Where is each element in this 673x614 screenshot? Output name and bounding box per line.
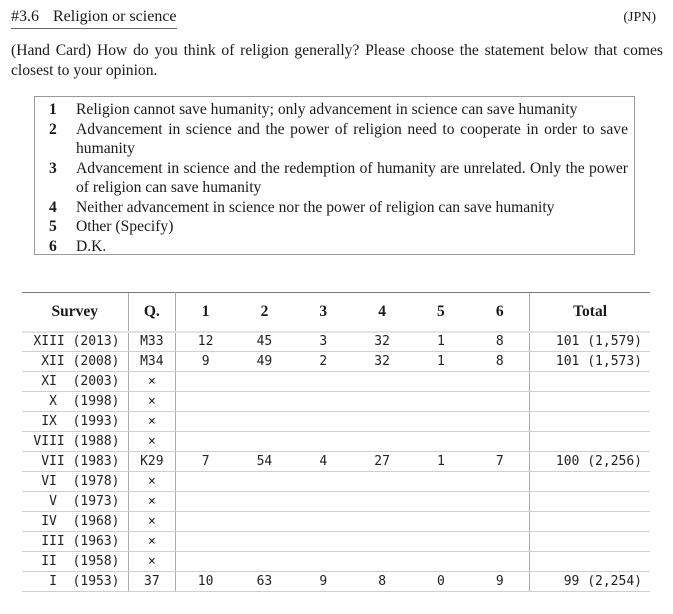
survey-cell: V (1973) [22,492,128,512]
value-cell [470,372,529,392]
header-opt-5: 5 [412,293,471,332]
value-cell [353,432,412,452]
value-cell [294,472,353,492]
value-cell: 9 [470,572,529,592]
question-code-cell: × [128,432,176,452]
results-table [22,292,650,592]
option-number: 4 [49,198,57,216]
value-cell: 1 [412,452,471,472]
value-cell [235,512,294,532]
value-cell [470,472,529,492]
value-cell [235,472,294,492]
survey-cell: IX (1993) [22,412,128,432]
total-cell [530,512,650,532]
option-item [35,120,634,159]
value-cell: 32 [353,332,412,352]
value-cell: 3 [294,332,353,352]
header-opt-3: 3 [294,293,353,332]
value-cell [412,472,471,492]
option-item [35,217,634,237]
table-row [22,332,650,352]
value-cell [235,412,294,432]
survey-cell: VIII (1988) [22,432,128,452]
value-cell [294,532,353,552]
value-cell [294,432,353,452]
value-cell: 9 [294,572,353,592]
question-code-cell: × [128,512,176,532]
table-row [22,452,650,472]
value-cell [412,432,471,452]
value-cell [235,432,294,452]
question-code-cell: M34 [128,352,176,372]
option-text: Advancement in science and the redemption of humanity are unrelated. Only the power of religion can save humanity [76,159,628,196]
value-cell [176,552,235,572]
value-cell [470,532,529,552]
total-cell: 101 (1,579) [530,332,650,352]
option-item [35,198,634,218]
value-cell [294,412,353,432]
value-cell [470,552,529,572]
table-row [22,372,650,392]
total-cell: 99 (2,254) [530,572,650,592]
header-survey: Survey [22,293,128,332]
value-cell [176,412,235,432]
value-cell [176,532,235,552]
option-number: 6 [49,237,57,255]
value-cell [176,372,235,392]
value-cell [235,492,294,512]
value-cell: 10 [176,572,235,592]
value-cell: 49 [235,352,294,372]
value-cell: 7 [176,452,235,472]
table-header-row [22,293,650,332]
value-cell [235,372,294,392]
option-item [35,237,634,257]
total-cell [530,472,650,492]
value-cell: 9 [176,352,235,372]
option-text: Other (Specify) [76,218,174,235]
section-header [11,6,656,30]
value-cell [294,372,353,392]
option-number: 3 [49,159,57,177]
table-row [22,392,650,412]
question-code-cell: × [128,392,176,412]
survey-cell: I (1953) [22,572,128,592]
option-text: Neither advancement in science nor the power of religion can save humanity [76,198,555,216]
value-cell: 2 [294,352,353,372]
value-cell: 32 [353,352,412,372]
survey-cell: VII (1983) [22,452,128,472]
option-number: 5 [49,218,57,235]
option-number: 2 [49,120,57,138]
value-cell [294,552,353,572]
total-cell [530,492,650,512]
total-cell [530,532,650,552]
value-cell [235,552,294,572]
header-opt-1: 1 [176,293,235,332]
table-row [22,352,650,372]
value-cell [470,432,529,452]
total-cell [530,432,650,452]
value-cell: 7 [470,452,529,472]
question-text: (Hand Card) How do you think of religion generally? Please choose the statement below that comes closest to your opinion. [11,42,663,79]
total-cell: 100 (2,256) [530,452,650,472]
question-code-cell: × [128,492,176,512]
value-cell: 1 [412,352,471,372]
value-cell [353,552,412,572]
total-cell [530,372,650,392]
survey-cell: IV (1968) [22,512,128,532]
survey-cell: II (1958) [22,552,128,572]
value-cell: 45 [235,332,294,352]
table-row [22,512,650,532]
value-cell [294,392,353,412]
question-code-cell: × [128,412,176,432]
table-body [22,332,650,592]
section-number: #3.6 [11,8,39,25]
value-cell: 27 [353,452,412,472]
value-cell: 12 [176,332,235,352]
survey-cell: X (1998) [22,392,128,412]
table-row [22,492,650,512]
table-row [22,532,650,552]
option-text: D.K. [76,237,107,255]
country-label: (JPN) [623,10,656,25]
value-cell: 54 [235,452,294,472]
survey-cell: XII (2008) [22,352,128,372]
hand-card-options [34,96,635,255]
value-cell: 4 [294,452,353,472]
table-row [22,432,650,452]
question-code-cell: M33 [128,332,176,352]
value-cell [470,512,529,532]
value-cell [353,372,412,392]
value-cell [235,392,294,412]
option-number: 1 [49,101,57,118]
value-cell [470,412,529,432]
value-cell [294,492,353,512]
question-code-cell: × [128,552,176,572]
total-cell: 101 (1,573) [530,352,650,372]
value-cell [294,512,353,532]
value-cell [353,412,412,432]
header-opt-2: 2 [235,293,294,332]
header-question: Q. [128,293,176,332]
value-cell: 63 [235,572,294,592]
value-cell [412,552,471,572]
value-cell [470,492,529,512]
option-text: Advancement in science and the power of religion need to cooperate in order to save humanity [76,120,628,157]
question-code-cell: K29 [128,452,176,472]
value-cell [353,492,412,512]
table-row [22,472,650,492]
value-cell [412,372,471,392]
value-cell [353,532,412,552]
value-cell: 0 [412,572,471,592]
value-cell [412,512,471,532]
value-cell [176,432,235,452]
value-cell: 8 [470,352,529,372]
header-opt-6: 6 [470,293,529,332]
value-cell [353,512,412,532]
section-title-text: Religion or science [53,8,177,25]
option-item [35,100,634,120]
option-item [35,159,634,198]
question-code-cell: × [128,472,176,492]
survey-cell: XIII (2013) [22,332,128,352]
value-cell [412,412,471,432]
value-cell [176,512,235,532]
value-cell [353,392,412,412]
value-cell [412,492,471,512]
question-code-cell: × [128,372,176,392]
total-cell [530,392,650,412]
value-cell: 8 [353,572,412,592]
table-row [22,552,650,572]
option-text: Religion cannot save humanity; only advancement in science can save humanity [76,101,578,118]
value-cell [176,392,235,412]
value-cell [235,532,294,552]
question-code-cell: 37 [128,572,176,592]
value-cell [412,392,471,412]
total-cell [530,552,650,572]
survey-cell: XI (2003) [22,372,128,392]
table-row [22,572,650,592]
value-cell [353,472,412,492]
header-opt-4: 4 [353,293,412,332]
total-cell [530,412,650,432]
survey-cell: III (1963) [22,532,128,552]
value-cell [176,472,235,492]
value-cell: 8 [470,332,529,352]
question-code-cell: × [128,532,176,552]
table-row [22,412,650,432]
value-cell [470,392,529,412]
survey-cell: VI (1978) [22,472,128,492]
value-cell [176,492,235,512]
section-title [11,8,177,29]
value-cell [412,532,471,552]
header-total: Total [530,293,650,332]
value-cell: 1 [412,332,471,352]
